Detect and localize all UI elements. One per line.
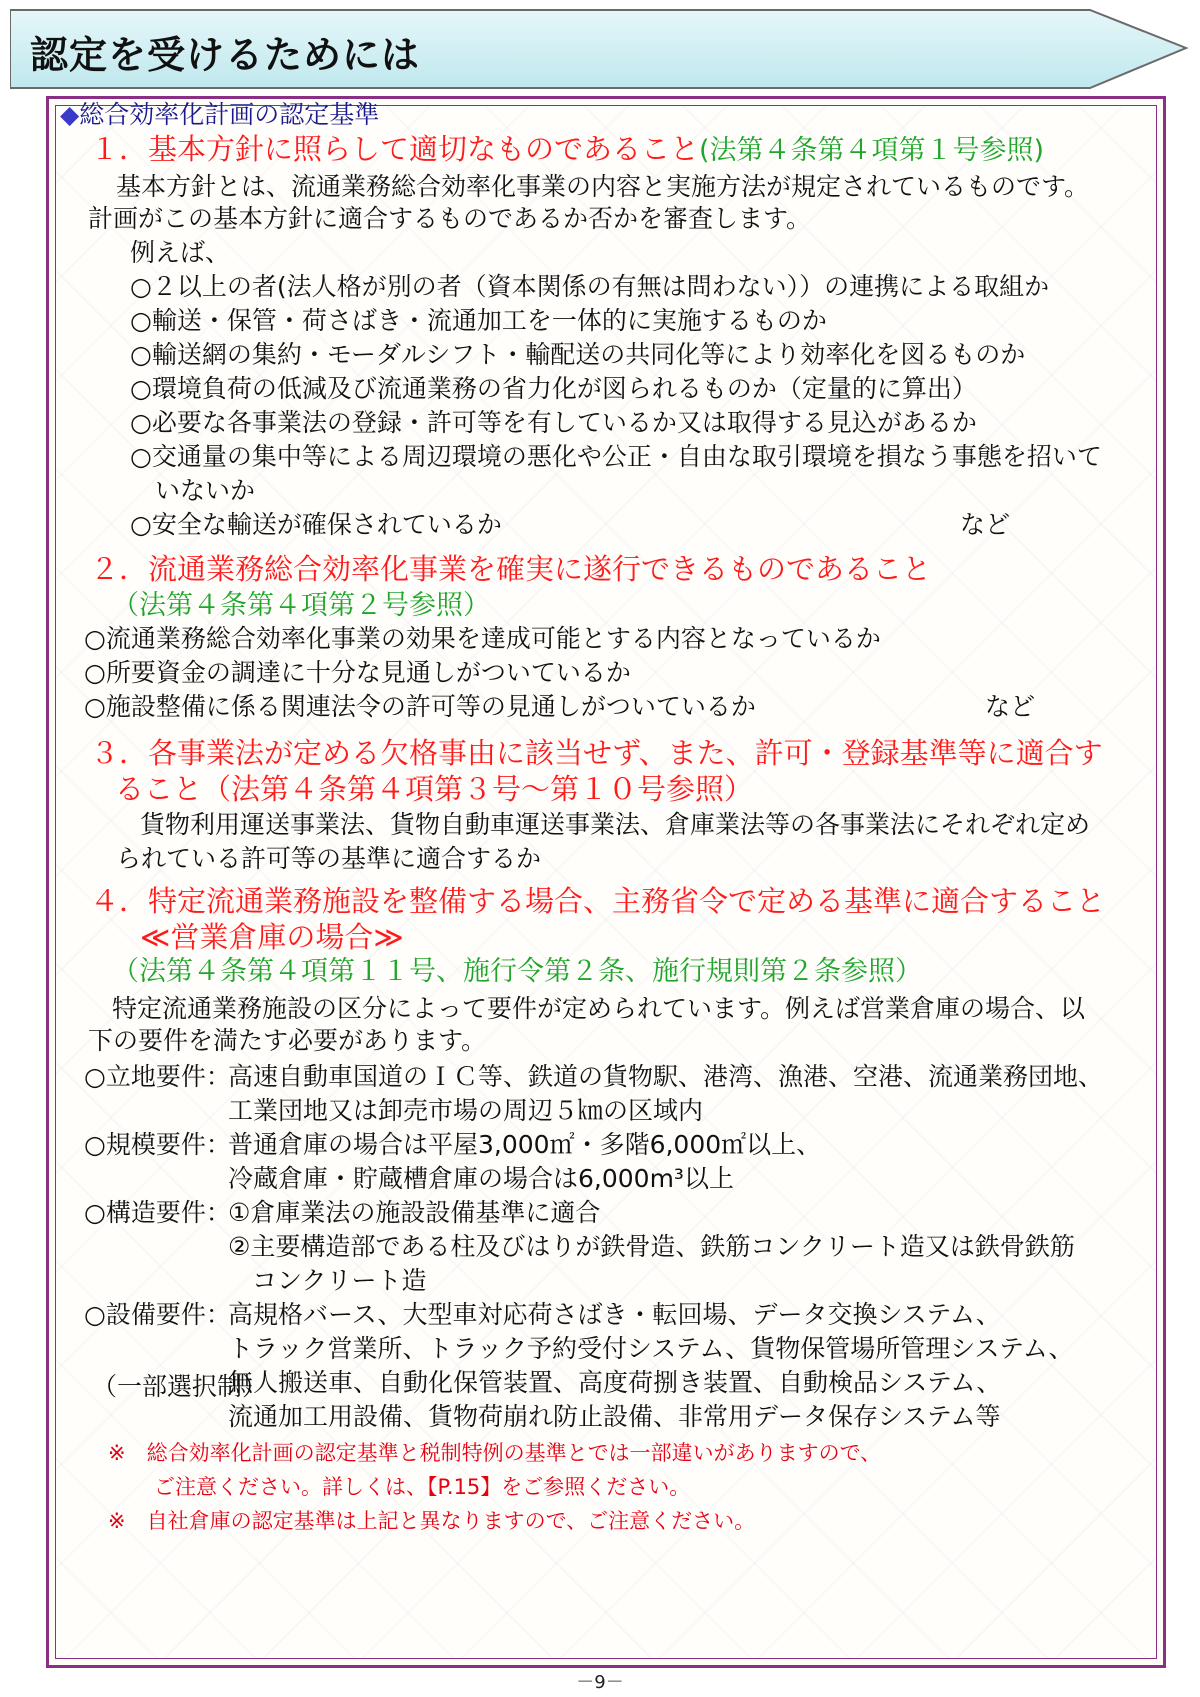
req-equipment-sublabel: （一部選択制） — [92, 1372, 268, 1401]
section2-ref: （法第４条第４項第２号参照） — [112, 590, 490, 621]
section1-item: ○必要な各事業法の登録・許可等を有しているか又は取得する見込があるか — [130, 408, 977, 437]
section3-body-1: 貨物利用運送事業法、貨物自動車運送事業法、倉庫業法等の各事業法にそれぞれ定め — [140, 810, 1091, 839]
req-structure-label: ○構造要件： — [84, 1198, 231, 1227]
note-line: ご注意ください。詳しくは、【P.15】をご参照ください。 — [154, 1475, 691, 1499]
page-number: －9－ — [576, 1672, 624, 1693]
section1-title — [90, 132, 1044, 167]
section4-body-1: 特定流通業務施設の区分によって要件が定められています。例えば営業倉庫の場合、以 — [112, 994, 1086, 1023]
req-location-label: ○立地要件： — [84, 1062, 231, 1091]
section2-title: ２．流通業務総合効率化事業を確実に遂行できるものであること — [90, 552, 932, 586]
req-scale-line: 普通倉庫の場合は平屋3,000㎡・多階6,000㎡以上、 — [228, 1130, 822, 1159]
section1-item: ○安全な輸送が確保されているか — [130, 510, 502, 539]
section1-title-red: １．基本方針に照らして適切なものであること — [90, 132, 700, 166]
criteria-heading-text: 総合効率化計画の認定基準 — [79, 100, 380, 129]
section4-ref: （法第４条第４項第１１号、施行令第２条、施行規則第２条参照） — [112, 956, 922, 987]
req-scale-label: ○規模要件： — [84, 1130, 231, 1159]
section1-item: ○輸送網の集約・モーダルシフト・輸配送の共同化等により効率化を図るものか — [130, 340, 1026, 369]
section1-item: ○２以上の者(法人格が別の者（資本関係の有無は問わない））の連携による取組か — [130, 272, 1050, 301]
header-banner — [10, 8, 1190, 92]
note-line: ※ 自社倉庫の認定基準は上記と異なりますので、ご注意ください。 — [108, 1509, 756, 1533]
section1-item: ○輸送・保管・荷さばき・流通加工を一体的に実施するものか — [130, 306, 827, 335]
section4-title-1: ４．特定流通業務施設を整備する場合、主務省令で定める基準に適合すること — [90, 884, 1106, 918]
req-location-line: 高速自動車国道のＩＣ等、鉄道の貨物駅、港湾、漁港、空港、流通業務団地、 — [228, 1062, 1104, 1091]
section1-body-1: 基本方針とは、流通業務総合効率化事業の内容と実施方法が規定されているものです。 — [116, 172, 1090, 201]
req-structure-line: ②主要構造部である柱及びはりが鉄骨造、鉄筋コンクリート造又は鉄骨鉄筋 — [228, 1232, 1075, 1261]
section3-title-1: ３．各事業法が定める欠格事由に該当せず、また、許可・登録基準等に適合す — [90, 736, 1103, 770]
section1-example-intro: 例えば、 — [130, 238, 231, 267]
section1-item: ○環境負荷の低減及び流通業務の省力化が図られるものか（定量的に算出） — [130, 374, 977, 403]
req-equipment-line: 高規格バース、大型車対応荷さばき・転回場、データ交換システム、 — [228, 1300, 1001, 1329]
req-scale-line: 冷蔵倉庫・貯蔵槽倉庫の場合は6,000m³以上 — [228, 1164, 734, 1193]
section1-item-cont: いないか — [155, 476, 256, 505]
req-equipment-line: 流通加工用設備、貨物荷崩れ防止設備、非常用データ保存システム等 — [228, 1402, 1001, 1431]
req-location-line: 工業団地又は卸売市場の周辺５㎞の区域内 — [228, 1096, 704, 1125]
section1-ref: (法第４条第４項第１号参照) — [699, 135, 1045, 166]
req-equipment-label: ○設備要件： — [84, 1300, 231, 1329]
diamond-icon: ◆ — [60, 100, 80, 129]
req-equipment-line: トラック営業所、トラック予約受付システム、貨物保管場所管理システム、 — [228, 1334, 1074, 1363]
section2-item: ○所要資金の調達に十分な見通しがついているか — [84, 658, 631, 687]
section3-body-2: られている許可等の基準に適合するか — [116, 844, 542, 873]
page-title: 認定を受けるためには — [30, 33, 421, 77]
section1-body-2: 計画がこの基本方針に適合するものであるか否かを審査します。 — [88, 204, 812, 233]
note-line: ※ 総合効率化計画の認定基準と税制特例の基準とでは一部違いがありますので、 — [108, 1441, 882, 1465]
section1-item: ○交通量の集中等による周辺環境の悪化や公正・自由な取引環境を損なう事態を招いて — [130, 442, 1102, 471]
section2-item: ○流通業務総合効率化事業の効果を達成可能とする内容となっているか — [84, 624, 881, 653]
section2-etc: など — [985, 692, 1036, 721]
section4-body-2: 下の要件を満たす必要があります。 — [88, 1026, 487, 1055]
req-structure-line: ①倉庫業法の施設設備基準に適合 — [228, 1198, 601, 1227]
section4-title-2: ≪営業倉庫の場合≫ — [140, 920, 404, 954]
section3-title-2: ること（法第４条第４項第３号～第１０号参照） — [115, 772, 754, 806]
section1-etc: など — [960, 510, 1011, 539]
section2-item: ○施設整備に係る関連法令の許可等の見通しがついているか — [84, 692, 756, 721]
criteria-heading — [60, 100, 379, 130]
req-equipment-line: 無人搬送車、自動化保管装置、高度荷捌き装置、自動検品システム、 — [228, 1368, 1002, 1397]
req-structure-line: コンクリート造 — [252, 1266, 427, 1295]
